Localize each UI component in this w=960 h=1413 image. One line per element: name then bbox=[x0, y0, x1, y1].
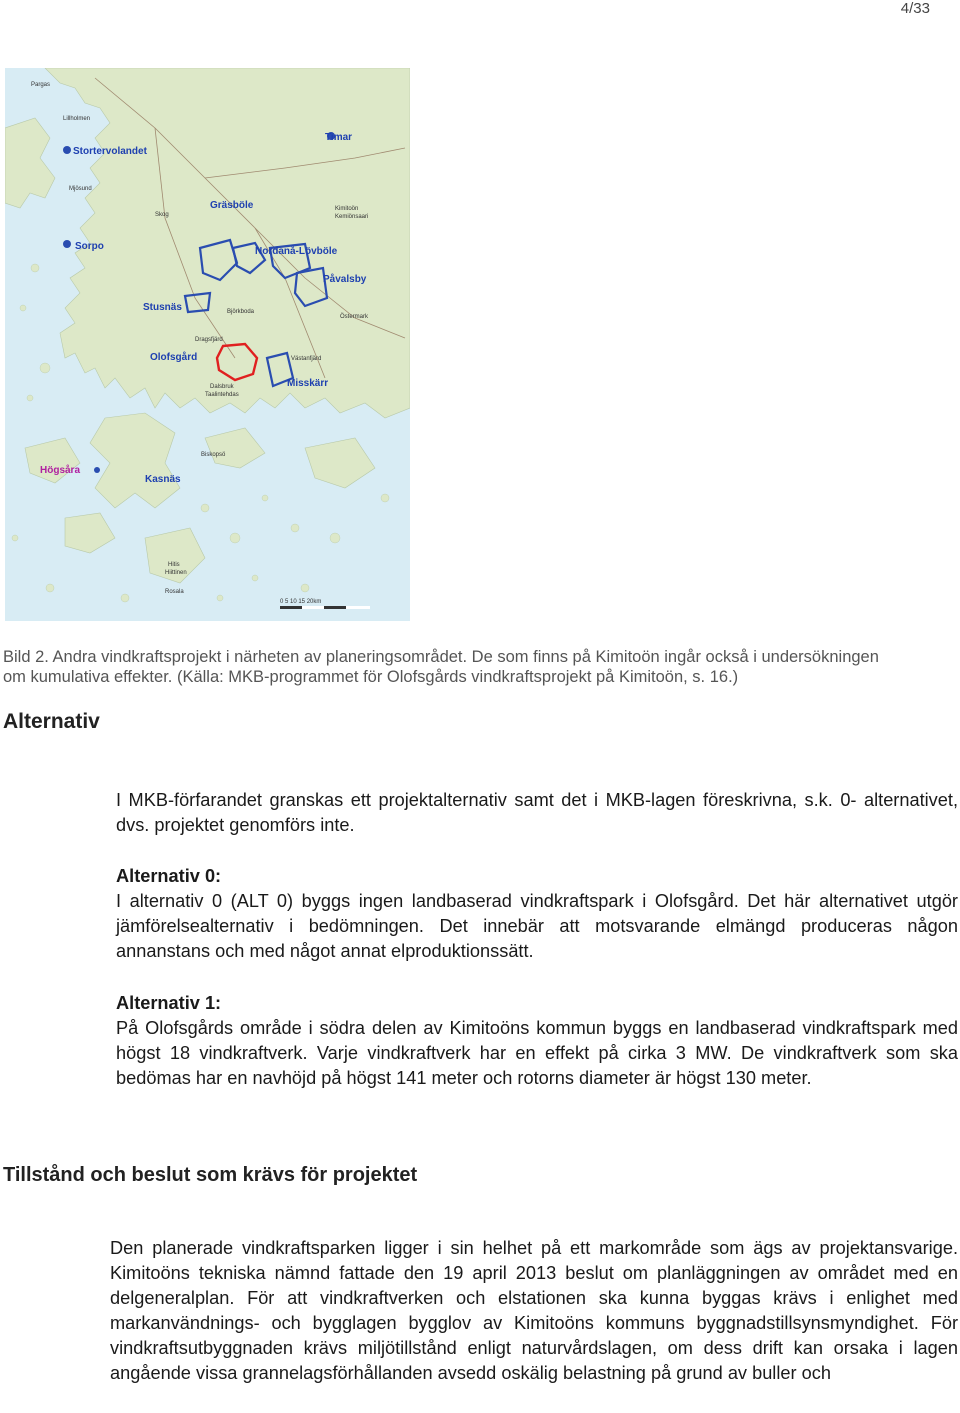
map-label-bjorkboda: Björkboda bbox=[227, 309, 255, 315]
map-label-kasnas: Kasnäs bbox=[145, 474, 181, 485]
alternativ-1-block bbox=[116, 991, 958, 1091]
map-label-kimitoon: Kimitoön bbox=[335, 206, 359, 212]
alternativ-1-text: På Olofsgårds område i södra delen av Kimitoöns kommun byggs en landbaserad vindkraftspark med högst 18 vindkraftverk. Varje vindkraftverk har en effekt på cirka 3 MW. De vindkraftverk som ska bedömas har en navhöjd på högst 141 meter och rotorns diameter är högst 130 meter. bbox=[116, 1018, 958, 1088]
alternativ-intro-text: I MKB-förfarandet granskas ett projektalternativ samt det i MKB-lagen föreskrivna, s.k. 0- alternativet, dvs. projektet genomförs inte. bbox=[116, 790, 958, 835]
alternativ-1-heading: Alternativ 1: bbox=[116, 993, 222, 1013]
map-label-skog: Skog bbox=[155, 212, 169, 218]
map-label-kemionsaari: Kemiönsaari bbox=[335, 214, 369, 220]
map-label-taalintehdas: Taalintehdas bbox=[205, 392, 239, 398]
alternativ-0-block bbox=[116, 864, 958, 964]
heading-alternativ: Alternativ bbox=[3, 710, 100, 733]
caption-line-2: om kumulativa effekter. (Källa: MKB-programmet för Olofsgårds vindkraftsprojekt på Kimitoön, s. 16.) bbox=[3, 668, 739, 686]
map-label-mjosund: Mjösund bbox=[69, 186, 92, 192]
map-label-olofsgard: Olofsgård bbox=[150, 352, 198, 363]
map-label-hogsara: Högsåra bbox=[40, 465, 81, 476]
project-map bbox=[5, 68, 410, 621]
map-label-sorpo: Sorpo bbox=[75, 241, 104, 252]
map-label-stortervolandet: Stortervolandet bbox=[73, 146, 147, 157]
heading-permits: Tillstånd och beslut som krävs för projektet bbox=[3, 1164, 418, 1186]
map-label-stusnas: Stusnäs bbox=[143, 302, 182, 313]
alternativ-0-heading: Alternativ 0: bbox=[116, 866, 222, 886]
map-label-ostermark: Östermark bbox=[340, 314, 369, 320]
alternativ-intro bbox=[116, 788, 958, 838]
map-label-pargas: Pargas bbox=[31, 82, 51, 88]
permits-block bbox=[110, 1236, 958, 1386]
map-label-pavalsby: Påvalsby bbox=[323, 274, 367, 285]
page-number: 4/33 bbox=[900, 0, 930, 17]
map-label-dragsfjard: Dragsfjärd bbox=[195, 337, 223, 343]
map-label-hiittinen: Hiittinen bbox=[165, 570, 187, 576]
caption-line-1: Bild 2. Andra vindkraftsprojekt i närheten av planeringsområdet. De som finns på Kimitoön ingår också i undersökningen bbox=[3, 648, 879, 666]
map-label-biskopso: Biskopsö bbox=[201, 452, 226, 458]
map-label-grasbole: Gräsböle bbox=[210, 200, 254, 211]
map-graphic bbox=[5, 68, 410, 621]
figure-caption bbox=[3, 647, 953, 687]
map-label-vastanfjard: Västanfjärd bbox=[291, 356, 322, 362]
map-label-timar: Timar bbox=[325, 132, 353, 143]
alternativ-0-text: I alternativ 0 (ALT 0) byggs ingen landbaserad vindkraftspark i Olofsgård. Det här alternativet utgör jämförelsealternativ i bedömningen. Det innebär att motsvarande elmängd produceras någon annanstans och med något annat elproduktionssätt. bbox=[116, 891, 958, 961]
map-label-lillholmen: Lillholmen bbox=[63, 116, 91, 122]
permits-text: Den planerade vindkraftsparken ligger i sin helhet på ett markområde som ägs av projektansvarige. Kimitoöns tekniska nämnd fattade den 19 april 2013 beslut om planläggningen av området med en delgeneralplan. För att vindkraftverken och elstationen ska kunna byggas krävs i enlighet med markanvändnings- och bygglagen bygglov av Kimitoöns kommuns byggnadstillsynsmyndighet. För vindkraftsutbyggnaden krävs miljötillstånd enligt naturvårdslagen, om dess drift kan orsaka i lagen angående vissa grannelagsförhållanden avsedd oskälig belastning på grund av buller och bbox=[110, 1238, 958, 1383]
map-label-misskarr: Misskärr bbox=[287, 378, 329, 389]
map-scale-label: 0 5 10 15 20km bbox=[280, 599, 322, 605]
map-label-hitis: Hitis bbox=[168, 562, 180, 568]
map-label-nordana-lovbole: Nordanå-Lövböle bbox=[255, 246, 338, 257]
map-label-dalsbruk: Dalsbruk bbox=[210, 384, 234, 390]
map-label-rosala: Rosala bbox=[165, 589, 184, 595]
